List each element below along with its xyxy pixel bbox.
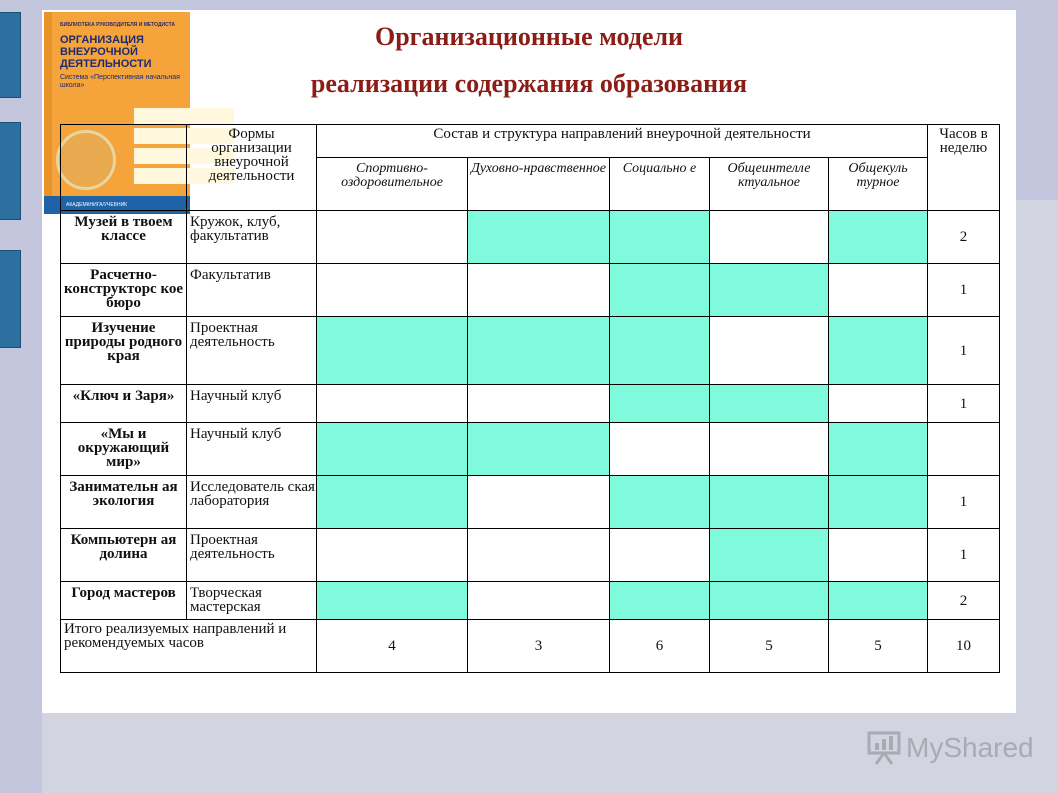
mark-cell — [317, 582, 468, 620]
row-form: Проектная деятельность — [187, 317, 317, 385]
row-hours: 2 — [928, 582, 1000, 620]
mark-cell — [829, 423, 928, 476]
header-corner — [61, 125, 187, 211]
row-form: Кружок, клуб, факультатив — [187, 211, 317, 264]
mark-cell — [710, 264, 829, 317]
mark-cell — [610, 582, 710, 620]
direction-cultural: Общекуль турное — [829, 158, 928, 211]
row-form: Исследователь ская лаборатория — [187, 476, 317, 529]
table-row — [61, 211, 1000, 264]
mark-cell — [317, 385, 468, 423]
row-name: Музей в твоем классе — [61, 211, 187, 264]
table-row — [61, 385, 1000, 423]
mark-cell — [468, 211, 610, 264]
table-row — [61, 264, 1000, 317]
mark-cell — [710, 529, 829, 582]
header-structure: Состав и структура направлений внеурочной деятельности — [317, 125, 928, 158]
direction-spiritual: Духовно-нравственное — [468, 158, 610, 211]
mark-cell — [610, 423, 710, 476]
mark-cell — [610, 385, 710, 423]
row-form: Научный клуб — [187, 385, 317, 423]
total-value: 5 — [829, 620, 928, 673]
totals-label: Итого реализуемых направлений и рекомендуемых часов — [61, 620, 317, 673]
total-value: 4 — [317, 620, 468, 673]
header-hours: Часов в неделю — [928, 125, 1000, 211]
background-top — [0, 0, 1058, 10]
side-tab-3[interactable] — [0, 250, 21, 348]
mark-cell — [317, 529, 468, 582]
table-row — [61, 317, 1000, 385]
row-form: Творческая мастерская — [187, 582, 317, 620]
mark-cell — [468, 264, 610, 317]
mark-cell — [829, 476, 928, 529]
mark-cell — [710, 385, 829, 423]
mark-cell — [468, 423, 610, 476]
mark-cell — [710, 582, 829, 620]
table-row — [61, 476, 1000, 529]
row-name: Занимательн ая экология — [61, 476, 187, 529]
row-name: «Ключ и Заря» — [61, 385, 187, 423]
mark-cell — [829, 582, 928, 620]
mark-cell — [829, 529, 928, 582]
mark-cell — [610, 317, 710, 385]
mark-cell — [468, 317, 610, 385]
mark-cell — [317, 423, 468, 476]
total-hours: 10 — [928, 620, 1000, 673]
mark-cell — [317, 317, 468, 385]
row-form: Факультатив — [187, 264, 317, 317]
totals-row — [61, 620, 1000, 673]
mark-cell — [610, 264, 710, 317]
table-row — [61, 582, 1000, 620]
mark-cell — [829, 211, 928, 264]
row-name: «Мы и окружающий мир» — [61, 423, 187, 476]
mark-cell — [829, 385, 928, 423]
row-hours: 1 — [928, 317, 1000, 385]
book-title: ОРГАНИЗАЦИЯ ВНЕУРОЧНОЙ ДЕЯТЕЛЬНОСТИ — [60, 34, 152, 70]
mark-cell — [710, 423, 829, 476]
direction-sport: Спортивно-оздоровительное — [317, 158, 468, 211]
book-subtitle: Система «Перспективная начальная школа» — [60, 74, 180, 89]
total-value: 3 — [468, 620, 610, 673]
row-hours: 1 — [928, 529, 1000, 582]
mark-cell — [829, 264, 928, 317]
direction-social: Социально е — [610, 158, 710, 211]
mark-cell — [710, 211, 829, 264]
row-hours: 1 — [928, 264, 1000, 317]
mark-cell — [317, 211, 468, 264]
mark-cell — [468, 385, 610, 423]
row-hours: 1 — [928, 476, 1000, 529]
direction-intellectual: Общеинтелле ктуальное — [710, 158, 829, 211]
row-name: Город мастеров — [61, 582, 187, 620]
book-publisher: АКАДЕМКНИГА/УЧЕБНИК — [66, 202, 128, 208]
slide-title-line2: реализации содержания образования — [310, 69, 748, 98]
total-value: 5 — [710, 620, 829, 673]
mark-cell — [317, 476, 468, 529]
row-hours: 1 — [928, 385, 1000, 423]
row-hours — [928, 423, 1000, 476]
watermark-text: MyShared — [906, 732, 1034, 763]
book-contents-item — [134, 108, 234, 124]
row-name: Расчетно-конструкторс кое бюро — [61, 264, 187, 317]
row-form: Научный клуб — [187, 423, 317, 476]
header-forms: Формы организации внеурочной деятельности — [187, 125, 317, 211]
mark-cell — [610, 529, 710, 582]
mark-cell — [468, 476, 610, 529]
presentation-board-icon — [866, 730, 902, 766]
mark-cell — [829, 317, 928, 385]
mark-cell — [317, 264, 468, 317]
mark-cell — [610, 211, 710, 264]
mark-cell — [468, 529, 610, 582]
table-row — [61, 423, 1000, 476]
mark-cell — [710, 317, 829, 385]
models-table — [60, 124, 1000, 673]
book-spine — [44, 12, 52, 214]
side-tab-2[interactable] — [0, 122, 21, 220]
mark-cell — [710, 476, 829, 529]
total-value: 6 — [610, 620, 710, 673]
row-form: Проектная деятельность — [187, 529, 317, 582]
mark-cell — [468, 582, 610, 620]
row-hours: 2 — [928, 211, 1000, 264]
mark-cell — [610, 476, 710, 529]
slide-title-line1: Организационные модели — [374, 22, 684, 51]
row-name: Компьютерн ая долина — [61, 529, 187, 582]
left-strip — [0, 0, 42, 793]
row-name: Изучение природы родного края — [61, 317, 187, 385]
table-row — [61, 529, 1000, 582]
book-series: БИБЛИОТЕКА РУКОВОДИТЕЛЯ И МЕТОДИСТА — [60, 22, 175, 28]
background-right — [1016, 200, 1058, 793]
